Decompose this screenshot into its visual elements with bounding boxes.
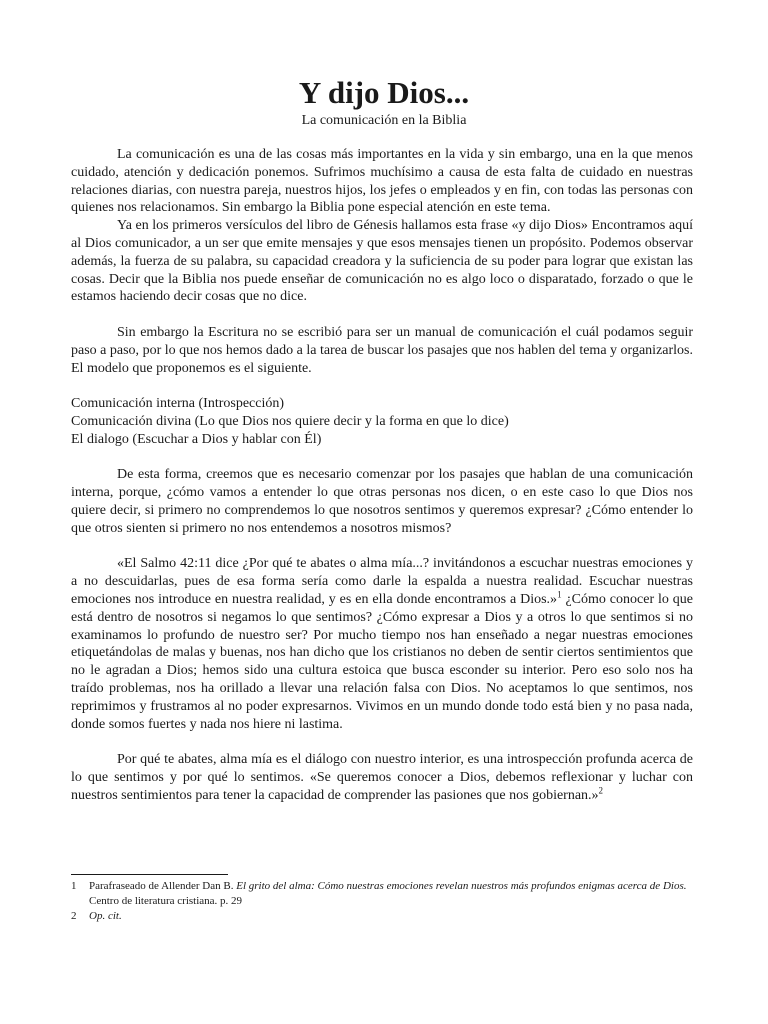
footnote-ref-2[interactable]: 2 [598,785,604,796]
list-item: Comunicación divina (Lo que Dios nos quiere decir y la forma en que lo dice) [71,413,509,429]
document-body [71,146,693,804]
footnote-2 [71,909,693,924]
footnote-book-title: Op. cit. [89,910,122,922]
paragraph-6-text: Por qué te abates, alma mía es el diálogo con nuestro interior, es una introspección profunda acerca de lo que sentimos y por qué lo sentimos. «Se queremos conocer a Dios, debemos reflexionar y luchar con nuestros sentimientos para tener la capacidad de comprender las pasiones que nos gobiernan.» [71,752,693,803]
footnote-separator [71,874,228,875]
list-item: El dialogo (Escuchar a Dios y hablar con Él) [71,431,322,447]
footnote-number: 1 [71,880,77,892]
paragraph-2: Ya en los primeros versículos del libro de Génesis hallamos esta frase «y dijo Dios» Encontramos aquí al Dios comunicador, a un ser que emite mensajes y que esos mensajes tienen un propósito. Podemos observar además, la fuerza de su palabra, su capacidad creadora y la suficiencia de su poder para lograr que existan las cosas. Decir que la Biblia nos puede enseñar de comunicación no es algo loco o disparatado, forzado o que le estamos haciendo decir cosas que no dice. [71,218,693,305]
footnote-number: 2 [71,910,77,922]
paragraph-6 [71,751,693,804]
paragraph-5-rest: ¿Cómo conocer lo que está dentro de nosotros si negamos lo que sentimos? ¿Cómo expresar a Dios y a otros lo que sentimos si no examinamos lo profundo de nuestro ser? Por mucho tiempo nos han enseñado a negar nuestras emociones etiquetándolas de malas y buenas, nos han dicho que los cristianos no deben de sentir ciertos sentimientos que no le agradan a Dios; hemos sido una cultura estoica que busca esconder su interior. Pero eso solo nos ha traído problemas, nos ha orillado a llevar una relación falsa con Dios. No aceptamos lo que sentimos, nos reprimimos y frustramos al no poder expresarnos. Vivimos en un mundo donde todo está bien y no pasa nada, donde somos fuertes y nada nos hiere ni lastima. [71,591,693,732]
footnote-ref-1[interactable]: 1 [557,589,562,600]
document-subtitle: La comunicación en la Biblia [301,113,467,128]
paragraph-4: De esta forma, creemos que es necesario comenzar por los pasajes que hablan de una comunicación interna, porque, ¿cómo vamos a entender lo que otras personas nos dicen, o en este caso lo que Dios nos quiere decir, si primero no comprendemos lo que nosotros sentimos y queremos expresar? ¿Cómo entender lo que otros sienten si primero no nos entendemos a nosotros mismos? [71,467,693,536]
footnote-text [89,909,693,924]
footnote-book-title: El grito del alma: Cómo nuestras emociones revelan nuestros más profundos enigmas acerca de Dios. [236,880,687,892]
document-title: Y dijo Dios... [298,75,470,110]
footnote-publisher: Centro de literatura cristiana. p. 29 [89,895,243,907]
paragraph-5-quote: «El Salmo 42:11 dice ¿Por qué te abates o alma mía...? invitándonos a escuchar nuestras emociones y a no descuidarlas, pues de esa forma sería como darle la espalda a nuestra realidad. Escuchar nuestras emociones nos introduce en nuestra realidad, y es en ella donde encontramos a Dios.» [71,556,693,607]
footnote-1 [71,879,693,909]
footnotes [71,879,693,924]
model-list [71,395,693,448]
paragraph-1: La comunicación es una de las cosas más importantes en la vida y sin embargo, una en la que menos cuidado, atención y dedicación ponemos. Sufrimos muchísimo a causa de esta falta de cuidado en nuestras relaciones diarias, con nuestra pareja, nuestros hijos, los jefes o empleados y en fin, con todas las personas con quienes nos relacionamos. Sin embargo la Biblia pone especial atención en este tema. [71,147,693,216]
footnote-author: Parafraseado de Allender Dan B. [89,880,237,892]
paragraph-5 [71,555,693,733]
list-item: Comunicación interna (Introspección) [71,396,285,412]
footnote-text [89,879,693,909]
paragraph-3: Sin embargo la Escritura no se escribió para ser un manual de comunicación el cuál podamos seguir paso a paso, por lo que nos hemos dado a la tarea de buscar los pasajes que nos hablen del tema y organizarlos. El modelo que proponemos es el siguiente. [71,324,693,376]
